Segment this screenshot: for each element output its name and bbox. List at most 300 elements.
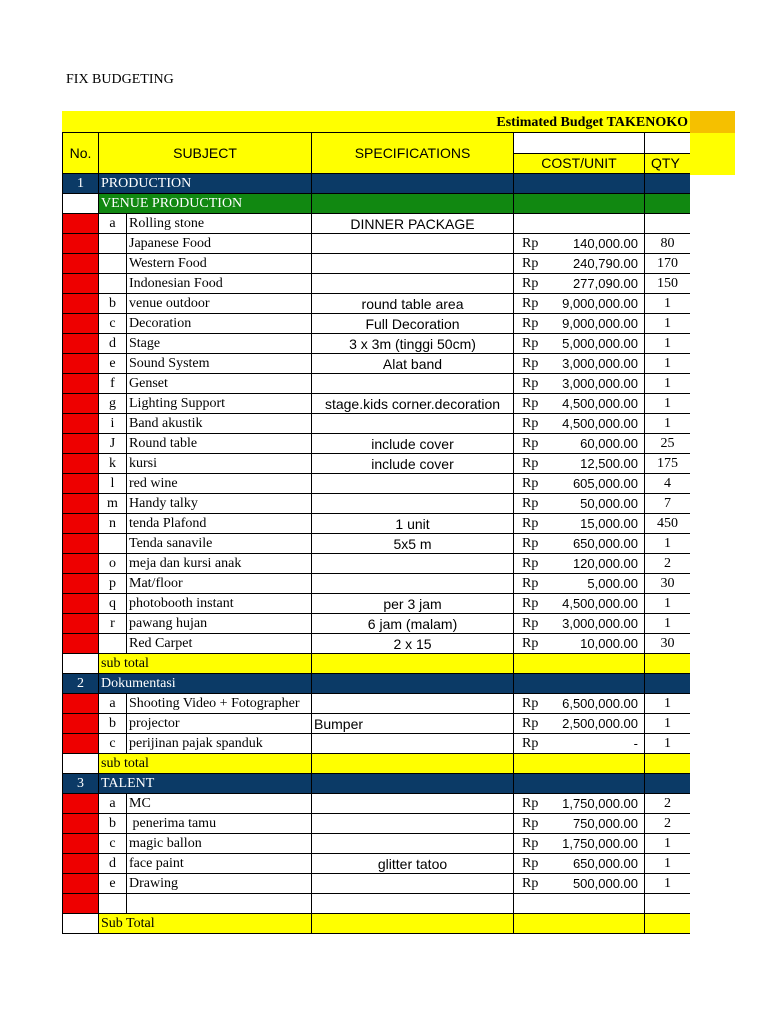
table-row: [63, 634, 691, 654]
subtotal-cost[interactable]: [514, 754, 645, 774]
item-spec[interactable]: [312, 734, 514, 754]
item-cost[interactable]: [514, 394, 645, 414]
subtotal-no[interactable]: [63, 654, 99, 674]
row-marker[interactable]: [63, 474, 99, 494]
table-row: [63, 214, 691, 234]
item-qty[interactable]: 2: [645, 554, 690, 574]
item-subject[interactable]: venue outdoor: [127, 294, 312, 314]
cost-cell: [516, 535, 642, 553]
item-cost[interactable]: [514, 814, 645, 834]
item-letter[interactable]: q: [99, 594, 127, 614]
section-cost[interactable]: [514, 674, 645, 694]
item-letter[interactable]: g: [99, 394, 127, 414]
table-row: [63, 294, 691, 314]
cost-cell: [516, 375, 642, 393]
item-qty[interactable]: [645, 894, 690, 914]
item-qty[interactable]: 150: [645, 274, 690, 294]
cost-amount: 50,000.00: [580, 495, 639, 511]
item-spec[interactable]: [312, 794, 514, 814]
item-spec[interactable]: per 3 jam: [312, 594, 514, 614]
cost-cell: [516, 475, 642, 493]
currency-label: Rp: [522, 435, 539, 451]
section-spec[interactable]: [312, 174, 514, 194]
cost-amount: 12,500.00: [580, 455, 639, 471]
subtotal-qty[interactable]: [645, 754, 690, 774]
currency-label: Rp: [522, 415, 539, 431]
item-cost[interactable]: [514, 494, 645, 514]
item-letter[interactable]: c: [99, 314, 127, 334]
item-subject[interactable]: Genset: [127, 374, 312, 394]
item-subject[interactable]: projector: [127, 714, 312, 734]
item-letter[interactable]: [99, 634, 127, 654]
item-spec[interactable]: [312, 814, 514, 834]
section-qty[interactable]: [645, 674, 690, 694]
item-cost[interactable]: [514, 234, 645, 254]
row-marker[interactable]: [63, 734, 99, 754]
item-subject[interactable]: magic ballon: [127, 834, 312, 854]
currency-label: Rp: [522, 715, 539, 731]
item-letter[interactable]: i: [99, 414, 127, 434]
cost-amount: 60,000.00: [580, 435, 639, 451]
item-letter[interactable]: [99, 274, 127, 294]
item-spec[interactable]: 6 jam (malam): [312, 614, 514, 634]
item-letter[interactable]: [99, 534, 127, 554]
item-qty[interactable]: [645, 214, 690, 234]
table-row: [63, 834, 691, 854]
item-qty[interactable]: 80: [645, 234, 690, 254]
item-qty[interactable]: 2: [645, 794, 690, 814]
item-spec[interactable]: 2 x 15: [312, 634, 514, 654]
item-letter[interactable]: d: [99, 854, 127, 874]
item-cost[interactable]: [514, 314, 645, 334]
group-qty[interactable]: [645, 194, 690, 214]
item-subject[interactable]: meja dan kursi anak: [127, 554, 312, 574]
item-subject[interactable]: Handy talky: [127, 494, 312, 514]
item-qty[interactable]: 1: [645, 694, 690, 714]
section-spec[interactable]: [312, 774, 514, 794]
item-cost[interactable]: [514, 614, 645, 634]
item-spec[interactable]: [312, 474, 514, 494]
item-spec[interactable]: [312, 574, 514, 594]
item-letter[interactable]: f: [99, 374, 127, 394]
group-spec[interactable]: [312, 194, 514, 214]
cost-cell: [516, 415, 642, 433]
section-number[interactable]: 1: [63, 174, 99, 194]
budget-table: [62, 132, 690, 934]
table-row: [63, 234, 691, 254]
header-cost-top[interactable]: [514, 133, 645, 154]
item-cost[interactable]: [514, 574, 645, 594]
header-cost-unit[interactable]: COST/UNIT: [514, 153, 645, 174]
table-row: [63, 514, 691, 534]
item-subject[interactable]: Rolling stone: [127, 214, 312, 234]
currency-label: Rp: [522, 315, 539, 331]
group-title[interactable]: VENUE PRODUCTION: [99, 194, 312, 214]
item-cost[interactable]: [514, 834, 645, 854]
item-spec[interactable]: [312, 894, 514, 914]
item-subject[interactable]: Drawing: [127, 874, 312, 894]
item-spec[interactable]: include cover: [312, 454, 514, 474]
cost-cell: [516, 575, 642, 593]
item-spec[interactable]: [312, 694, 514, 714]
section-cost[interactable]: [514, 774, 645, 794]
item-spec[interactable]: 1 unit: [312, 514, 514, 534]
section-title[interactable]: PRODUCTION: [99, 174, 312, 194]
cost-amount: 120,000.00: [572, 555, 639, 571]
item-subject[interactable]: tenda Plafond: [127, 514, 312, 534]
row-marker[interactable]: [63, 454, 99, 474]
section-number[interactable]: 2: [63, 674, 99, 694]
item-cost[interactable]: [514, 434, 645, 454]
item-letter[interactable]: l: [99, 474, 127, 494]
subtotal-label[interactable]: sub total: [99, 754, 312, 774]
section-spec[interactable]: [312, 674, 514, 694]
subtotal-row: [63, 914, 691, 934]
row-marker[interactable]: [63, 594, 99, 614]
item-subject[interactable]: Stage: [127, 334, 312, 354]
cost-amount: 277,090.00: [572, 275, 639, 291]
item-spec[interactable]: [312, 414, 514, 434]
budget-sheet: [62, 132, 690, 934]
item-cost[interactable]: [514, 694, 645, 714]
row-marker[interactable]: [63, 434, 99, 454]
cost-cell: [516, 695, 642, 713]
section-title[interactable]: Dokumentasi: [99, 674, 312, 694]
document-title: FIX BUDGETING: [66, 72, 174, 87]
row-marker[interactable]: [63, 854, 99, 874]
row-marker[interactable]: [63, 294, 99, 314]
table-row: [63, 334, 691, 354]
item-subject[interactable]: Lighting Support: [127, 394, 312, 414]
cost-cell: [516, 595, 642, 613]
row-marker[interactable]: [63, 894, 99, 914]
banner-text-layer: [62, 111, 735, 133]
row-marker[interactable]: [63, 874, 99, 894]
item-cost[interactable]: [514, 714, 645, 734]
table-row: [63, 474, 691, 494]
item-subject[interactable]: Western Food: [127, 254, 312, 274]
section-qty[interactable]: [645, 774, 690, 794]
section-number[interactable]: 3: [63, 774, 99, 794]
row-marker[interactable]: [63, 494, 99, 514]
item-cost[interactable]: [514, 734, 645, 754]
row-marker[interactable]: [63, 274, 99, 294]
cost-amount: 750,000.00: [572, 815, 639, 831]
item-spec[interactable]: glitter tatoo: [312, 854, 514, 874]
group-cost[interactable]: [514, 194, 645, 214]
item-qty[interactable]: 1: [645, 734, 690, 754]
item-letter[interactable]: a: [99, 694, 127, 714]
item-spec[interactable]: [312, 494, 514, 514]
table-row: [63, 874, 691, 894]
item-spec[interactable]: [312, 254, 514, 274]
item-cost[interactable]: [514, 514, 645, 534]
row-marker[interactable]: [63, 254, 99, 274]
item-qty[interactable]: 1: [645, 834, 690, 854]
item-qty[interactable]: 1: [645, 374, 690, 394]
item-cost[interactable]: [514, 334, 645, 354]
item-subject[interactable]: Japanese Food: [127, 234, 312, 254]
item-subject[interactable]: Decoration: [127, 314, 312, 334]
row-marker[interactable]: [63, 514, 99, 534]
item-subject[interactable]: perijinan pajak spanduk: [127, 734, 312, 754]
currency-label: Rp: [522, 875, 539, 891]
item-cost[interactable]: [514, 274, 645, 294]
item-spec[interactable]: Full Decoration: [312, 314, 514, 334]
row-marker[interactable]: [63, 794, 99, 814]
item-qty[interactable]: 7: [645, 494, 690, 514]
subtotal-spec[interactable]: [312, 654, 514, 674]
item-qty[interactable]: 1: [645, 334, 690, 354]
item-letter[interactable]: n: [99, 514, 127, 534]
cost-amount: 4,500,000.00: [562, 395, 639, 411]
section-cost[interactable]: [514, 174, 645, 194]
item-spec[interactable]: [312, 834, 514, 854]
item-subject[interactable]: Mat/floor: [127, 574, 312, 594]
table-row: [63, 574, 691, 594]
row-marker[interactable]: [63, 214, 99, 234]
table-row: [63, 434, 691, 454]
cost-amount: 9,000,000.00: [562, 315, 639, 331]
subtotal-no[interactable]: [63, 914, 99, 934]
item-qty[interactable]: 30: [645, 574, 690, 594]
item-subject[interactable]: penerima tamu: [127, 814, 312, 834]
item-cost[interactable]: [514, 374, 645, 394]
item-cost[interactable]: [514, 354, 645, 374]
item-cost[interactable]: [514, 894, 645, 914]
item-qty[interactable]: 1: [645, 594, 690, 614]
item-qty[interactable]: 25: [645, 434, 690, 454]
item-letter[interactable]: e: [99, 874, 127, 894]
currency-label: Rp: [522, 355, 539, 371]
item-cost[interactable]: [514, 414, 645, 434]
item-letter[interactable]: [99, 234, 127, 254]
item-subject[interactable]: Band akustik: [127, 414, 312, 434]
row-marker[interactable]: [63, 694, 99, 714]
cost-cell: [516, 635, 642, 653]
item-cost[interactable]: [514, 554, 645, 574]
section-qty[interactable]: [645, 174, 690, 194]
subtotal-label[interactable]: Sub Total: [99, 914, 312, 934]
item-subject[interactable]: face paint: [127, 854, 312, 874]
item-cost[interactable]: [514, 454, 645, 474]
group-no[interactable]: [63, 194, 99, 214]
cost-cell: [516, 835, 642, 853]
item-subject[interactable]: Round table: [127, 434, 312, 454]
subtotal-spec[interactable]: [312, 914, 514, 934]
item-letter[interactable]: J: [99, 434, 127, 454]
item-subject[interactable]: photobooth instant: [127, 594, 312, 614]
cost-cell: [516, 435, 642, 453]
cost-cell: [516, 235, 642, 253]
subtotal-label[interactable]: sub total: [99, 654, 312, 674]
item-letter[interactable]: [99, 894, 127, 914]
item-qty[interactable]: 1: [645, 714, 690, 734]
item-qty[interactable]: 1: [645, 294, 690, 314]
cost-cell: [516, 355, 642, 373]
row-marker[interactable]: [63, 554, 99, 574]
header-specifications[interactable]: SPECIFICATIONS: [312, 133, 514, 174]
table-row: [63, 794, 691, 814]
item-letter[interactable]: b: [99, 814, 127, 834]
item-letter[interactable]: k: [99, 454, 127, 474]
section-row: [63, 774, 691, 794]
currency-label: Rp: [522, 295, 539, 311]
cost-cell: [516, 815, 642, 833]
row-marker[interactable]: [63, 234, 99, 254]
row-marker[interactable]: [63, 634, 99, 654]
subtotal-cost[interactable]: [514, 654, 645, 674]
subtotal-no[interactable]: [63, 754, 99, 774]
item-qty[interactable]: 1: [645, 534, 690, 554]
item-spec[interactable]: [312, 274, 514, 294]
item-letter[interactable]: m: [99, 494, 127, 514]
item-subject[interactable]: Shooting Video + Fotographer: [127, 694, 312, 714]
item-qty[interactable]: 1: [645, 354, 690, 374]
item-letter[interactable]: o: [99, 554, 127, 574]
currency-label: Rp: [522, 615, 539, 631]
section-title[interactable]: TALENT: [99, 774, 312, 794]
currency-label: Rp: [522, 375, 539, 391]
item-letter[interactable]: e: [99, 354, 127, 374]
header-qty[interactable]: QTY: [645, 153, 690, 174]
item-subject[interactable]: Tenda sanavile: [127, 534, 312, 554]
item-letter[interactable]: [99, 254, 127, 274]
item-letter[interactable]: d: [99, 334, 127, 354]
item-qty[interactable]: 1: [645, 394, 690, 414]
row-marker[interactable]: [63, 374, 99, 394]
table-row: [63, 814, 691, 834]
cost-amount: 3,000,000.00: [562, 615, 639, 631]
item-cost[interactable]: [514, 634, 645, 654]
item-spec[interactable]: Bumper: [312, 714, 514, 734]
cost-amount: 9,000,000.00: [562, 295, 639, 311]
currency-label: Rp: [522, 815, 539, 831]
item-letter[interactable]: c: [99, 834, 127, 854]
item-subject[interactable]: Sound System: [127, 354, 312, 374]
item-qty[interactable]: 1: [645, 874, 690, 894]
row-marker[interactable]: [63, 834, 99, 854]
row-marker[interactable]: [63, 314, 99, 334]
item-qty[interactable]: 30: [645, 634, 690, 654]
subtotal-qty[interactable]: [645, 914, 690, 934]
item-letter[interactable]: b: [99, 294, 127, 314]
cost-amount: 240,790.00: [572, 255, 639, 271]
item-spec[interactable]: [312, 234, 514, 254]
table-row: [63, 714, 691, 734]
subtotal-spec[interactable]: [312, 754, 514, 774]
section-row: [63, 174, 691, 194]
item-subject[interactable]: Indonesian Food: [127, 274, 312, 294]
item-letter[interactable]: a: [99, 214, 127, 234]
item-cost[interactable]: [514, 474, 645, 494]
item-letter[interactable]: a: [99, 794, 127, 814]
subtotal-qty[interactable]: [645, 654, 690, 674]
row-marker[interactable]: [63, 574, 99, 594]
item-cost[interactable]: [514, 874, 645, 894]
cost-amount: 4,500,000.00: [562, 595, 639, 611]
item-qty[interactable]: 1: [645, 414, 690, 434]
row-marker[interactable]: [63, 334, 99, 354]
row-marker[interactable]: [63, 414, 99, 434]
item-spec[interactable]: [312, 374, 514, 394]
item-spec[interactable]: [312, 874, 514, 894]
row-marker[interactable]: [63, 814, 99, 834]
item-cost[interactable]: [514, 854, 645, 874]
cost-cell: [516, 295, 642, 313]
item-cost[interactable]: [514, 214, 645, 234]
cost-cell: [516, 875, 642, 893]
cost-amount: 650,000.00: [572, 535, 639, 551]
item-qty[interactable]: 1: [645, 314, 690, 334]
cost-cell: [516, 555, 642, 573]
item-subject[interactable]: [127, 894, 312, 914]
item-subject[interactable]: kursi: [127, 454, 312, 474]
item-letter[interactable]: r: [99, 614, 127, 634]
table-row: [63, 534, 691, 554]
item-spec[interactable]: stage.kids corner.decoration: [312, 394, 514, 414]
item-subject[interactable]: MC: [127, 794, 312, 814]
cost-amount: 5,000.00: [587, 575, 639, 591]
item-cost[interactable]: [514, 594, 645, 614]
cost-amount: 5,000,000.00: [562, 335, 639, 351]
header-subject[interactable]: SUBJECT: [99, 133, 312, 174]
item-cost[interactable]: [514, 534, 645, 554]
item-spec[interactable]: DINNER PACKAGE: [312, 214, 514, 234]
item-spec[interactable]: 3 x 3m (tinggi 50cm): [312, 334, 514, 354]
row-marker[interactable]: [63, 614, 99, 634]
subtotal-cost[interactable]: [514, 914, 645, 934]
header-qty-top[interactable]: [645, 133, 690, 154]
item-subject[interactable]: pawang hujan: [127, 614, 312, 634]
item-qty[interactable]: 175: [645, 454, 690, 474]
item-qty[interactable]: 2: [645, 814, 690, 834]
item-cost[interactable]: [514, 794, 645, 814]
item-qty[interactable]: 170: [645, 254, 690, 274]
item-qty[interactable]: 4: [645, 474, 690, 494]
row-marker[interactable]: [63, 354, 99, 374]
item-qty[interactable]: 1: [645, 614, 690, 634]
item-spec[interactable]: 5x5 m: [312, 534, 514, 554]
header-no[interactable]: No.: [63, 133, 99, 174]
item-letter[interactable]: c: [99, 734, 127, 754]
cost-amount: 15,000.00: [580, 515, 639, 531]
item-spec[interactable]: [312, 554, 514, 574]
row-marker[interactable]: [63, 394, 99, 414]
item-letter[interactable]: b: [99, 714, 127, 734]
table-row: [63, 454, 691, 474]
currency-label: Rp: [522, 835, 539, 851]
cost-cell: [516, 275, 642, 293]
item-subject[interactable]: Red Carpet: [127, 634, 312, 654]
item-qty[interactable]: 450: [645, 514, 690, 534]
item-cost[interactable]: [514, 294, 645, 314]
item-letter[interactable]: p: [99, 574, 127, 594]
item-spec[interactable]: Alat band: [312, 354, 514, 374]
item-spec[interactable]: include cover: [312, 434, 514, 454]
item-subject[interactable]: red wine: [127, 474, 312, 494]
item-spec[interactable]: round table area: [312, 294, 514, 314]
table-row: [63, 494, 691, 514]
cost-cell: [516, 615, 642, 633]
table-row: [63, 694, 691, 714]
item-cost[interactable]: [514, 254, 645, 274]
item-qty[interactable]: 1: [645, 854, 690, 874]
row-marker[interactable]: [63, 714, 99, 734]
cost-amount: -: [633, 735, 639, 751]
table-row: [63, 554, 691, 574]
row-marker[interactable]: [63, 534, 99, 554]
